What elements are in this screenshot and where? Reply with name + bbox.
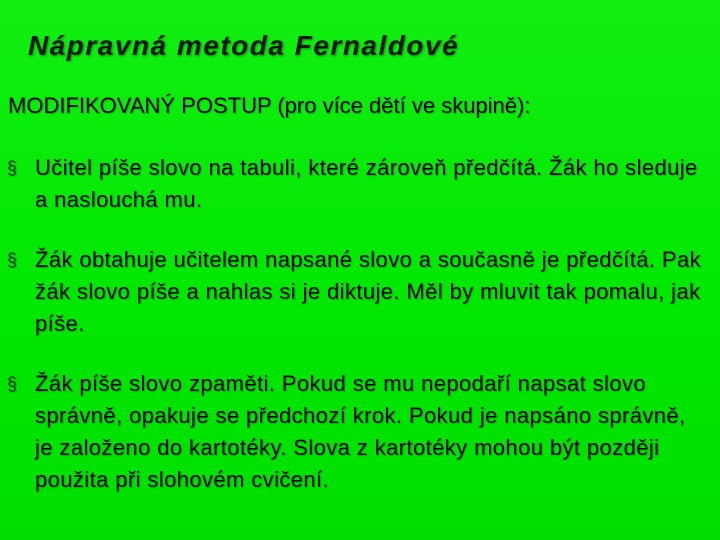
bullet-marker-icon: § [7, 374, 18, 394]
bullet-marker-icon: § [7, 158, 18, 178]
bullet-text: Žák obtahuje učitelem napsané slovo a současně je předčítá. Pak žák slovo píše a nahlas si je diktuje. Měl by mluvit tak pomalu, jak píše. [35, 247, 702, 336]
bullet-item [0, 152, 720, 216]
bullet-list [0, 152, 720, 496]
bullet-text: Žák píše slovo zpaměti. Pokud se mu nepodaří napsat slovo správně, opakuje se předchozí krok. Pokud je napsáno správně, je založeno do kartotéky. Slova z kartotéky mohou být později použita při slohovém cvičení. [35, 371, 686, 492]
slide-title: Nápravná metoda Fernaldové [28, 30, 460, 61]
bullet-item [0, 368, 720, 496]
bullet-marker-icon: § [7, 250, 18, 270]
bullet-item [0, 244, 720, 340]
slide-subtitle: MODIFIKOVANÝ POSTUP (pro více dětí ve skupině): [8, 93, 531, 118]
bullet-text: Učitel píše slovo na tabuli, které zároveň předčítá. Žák ho sleduje a naslouchá mu. [35, 155, 698, 212]
